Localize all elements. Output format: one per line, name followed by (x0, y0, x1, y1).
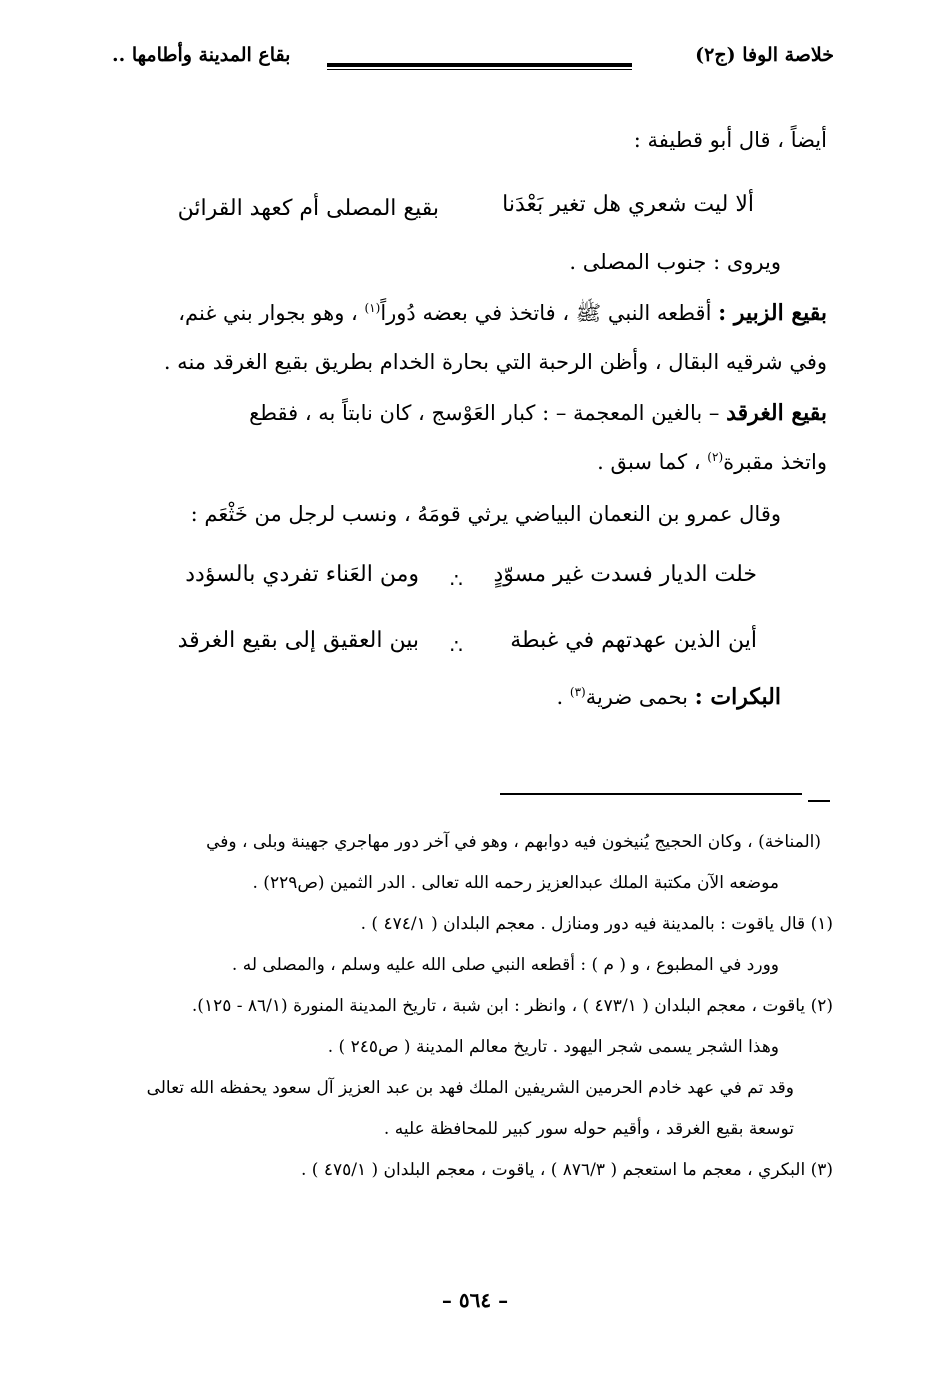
gharqad-paragraph-line-1 (249, 400, 827, 426)
footnote-1-text: قال ياقوت : بالمدينة فيه دور ومنازل . معجم البلدان ( ٤٧٤/١ ) . (360, 914, 806, 934)
footnote-2-line-2: وهذا الشجر يسمى شجر اليهود . تاريخ معالم المدينة ( ص٢٤٥ ) . (327, 1037, 779, 1057)
zubair-paragraph-line-1 (178, 300, 827, 331)
bakarat-end: . (556, 685, 564, 709)
verse-2-separator: ∴ (450, 568, 463, 592)
verse-3-first-hemistich: أين الذين عهدتهم في غبطة (510, 628, 757, 653)
section-title: بقاع المدينة وأطامها .. (112, 44, 291, 66)
book-title: خلاصة الوفا (ج٢) (695, 44, 834, 66)
verse-3-second-hemistich: بين العقيق إلى بقيع الغرقد (177, 628, 419, 653)
footnote-2-text: ياقوت ، معجم البلدان ( ٤٧٣/١ ) ، وانظر : ابن شبة ، تاريخ المدينة المنورة (٨٦/١ - ١٢٥). (191, 996, 806, 1016)
footnote-separator-dash (808, 800, 830, 802)
footnote-ref-3[interactable]: (٣) (569, 685, 586, 699)
amr-intro-line: وقال عمرو بن النعمان البياضي يرثي قومَهُ ، ونسب لرجل من خَثْعَم : (190, 502, 781, 526)
bakarat-text: بحمى ضرية (585, 685, 688, 709)
header-rule-thin (327, 69, 632, 70)
footnote-1-number: (١) (810, 914, 833, 934)
footnote-2-line-1 (192, 996, 833, 1016)
footnote-3-number: (٣) (810, 1160, 833, 1180)
header-rule (327, 63, 632, 67)
footnote-2-line-3: وقد تم في عهد خادم الحرمين الشريفين الملك فهد بن عبد العزيز آل سعود يحفظه الله تعالى (146, 1078, 794, 1098)
term-baqi-gharqad: بقيع الغرقد (726, 400, 827, 426)
body-line-2: ويروى : جنوب المصلى . (569, 250, 781, 274)
footnote-2-line-4: توسعة بقيع الغرقد ، وأقيم حوله سور كبير للمحافظة عليه . (383, 1119, 794, 1139)
zubair-paragraph-line-2: وفي شرقيه البقال ، وأظن الرحبة التي بحارة الخدام بطريق بقيع الغرقد منه . (163, 350, 827, 374)
term-bakarat: البكرات : (694, 684, 781, 710)
verse-3-separator: ∴ (450, 634, 463, 658)
gharqad-text-2a: واتخذ مقبرة (723, 450, 827, 474)
gharqad-paragraph-line-2 (597, 450, 827, 474)
verse-1-first-hemistich: ألا ليت شعري هل تغير بَعْدَنا (502, 192, 754, 217)
zubair-text-2: ، وهو بجوار بني غنم، (178, 301, 358, 325)
footnote-ref-1[interactable]: (١) (364, 301, 381, 315)
footnote-2-number: (٢) (810, 996, 833, 1016)
page-number: – ٥٦٤ – (441, 1288, 509, 1312)
footnote-1-line-1 (361, 914, 833, 934)
verse-2-second-hemistich: ومن العَناء تفردي بالسؤدد (185, 562, 419, 587)
footnote-3-text: البكري ، معجم ما استعجم ( ٨٧٦/٣ ) ، ياقوت ، معجم البلدان ( ٤٧٥/١ ) . (300, 1160, 806, 1180)
gharqad-text-2b: ، كما سبق . (597, 450, 701, 474)
body-line-1: أيضاً ، قال أبو قطيفة : (633, 128, 827, 152)
term-baqi-zubair: بقيع الزبير : (718, 300, 827, 326)
footnote-continuation-2: موضعه الآن مكتبة الملك عبدالعزيز رحمه الله تعالى . الدر الثمين (ص٢٢٩) . (252, 873, 779, 893)
zubair-text: أقطعه النبي ﷺ ، فاتخذ في بعضه دُوراً (380, 301, 712, 325)
footnote-1-line-2: وورد في المطبوع ، و ( م ) : أقطعه النبي صلى الله عليه وسلم ، والمصلى له . (231, 955, 779, 975)
footnote-ref-2[interactable]: (٢) (707, 450, 724, 464)
bakarat-line (557, 684, 782, 710)
gharqad-text: – بالغين المعجمة – : كبار العَوْسج ، كان نابتاً به ، فقطع (249, 401, 720, 425)
footnote-separator (500, 793, 802, 795)
verse-2-first-hemistich: خلت الديار فسدت غير مسوّدٍ (493, 562, 757, 587)
footnote-continuation-1: (المناخة) ، وكان الحجيج يُنيخون فيه دوابهم ، وهو في آخر دور مهاجري جهينة وبلى ، وفي (206, 832, 821, 852)
footnote-3-line-1 (301, 1160, 833, 1180)
running-header (112, 44, 834, 80)
verse-1-second-hemistich: بقيع المصلى أم كعهد القرائن (177, 196, 439, 221)
